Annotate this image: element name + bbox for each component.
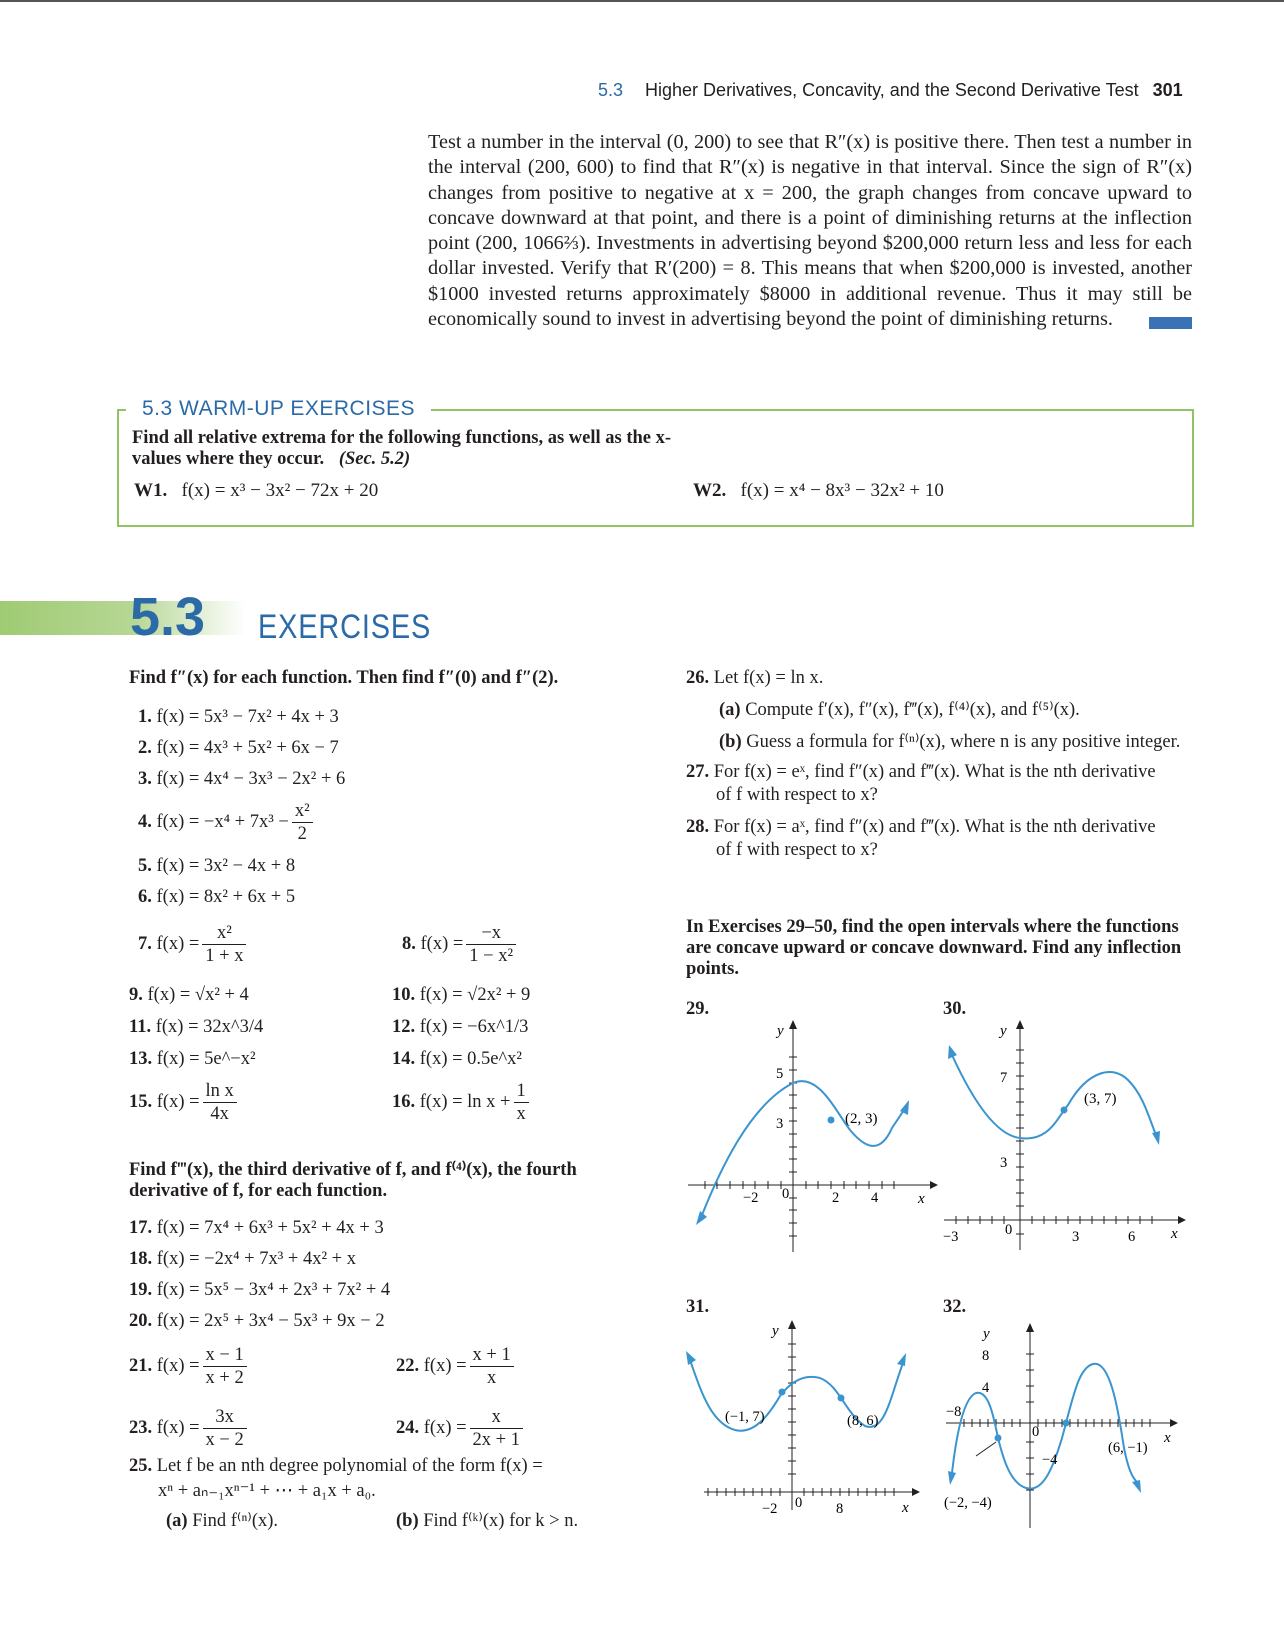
- g29-y-label: y: [777, 1023, 784, 1039]
- exercise-4: 4. f(x) = −x⁴ + 7x³ − $\frac{\text{x²}}{2}$: [138, 800, 316, 845]
- graph-29-label: 29.: [686, 999, 710, 1019]
- exercises-heading-number: 5.3: [130, 587, 206, 647]
- w2-expression: f(x) = x⁴ − 8x³ − 32x² + 10: [740, 480, 944, 501]
- exercise-25b: (b) Find f⁽ᵏ⁾(x) for k > n.: [396, 1511, 579, 1531]
- g31-inflection-point-2: [838, 1395, 845, 1402]
- g32-x-label: x: [1164, 1430, 1171, 1446]
- exercise-25a: (a) Find f⁽ⁿ⁾(x).: [166, 1511, 279, 1531]
- instruction-2: Find f‴(x), the third derivative of f, and f⁽⁴⁾(x), the fourth derivative of f, for each function.: [129, 1160, 577, 1201]
- warmup-w2: [693, 480, 944, 502]
- g30-tick-m3: −3: [943, 1229, 959, 1245]
- exercise-9: 9. f(x) = √x² + 4: [129, 985, 249, 1005]
- w2-label: W2.: [693, 480, 727, 501]
- exercise-21: 21. f(x) = $\frac{x - 1}{x + 2}$: [129, 1344, 250, 1389]
- intro-paragraph: Test a number in the interval (0, 200) to see that R″(x) is positive there. Then test a number in the interval (200, 600) to find that R″(x) is negative in that interval. Since the sign of R″(x) changes from positive to negative at x = 200, the graph changes from concave upward to concave downward at that point, and there is a point of diminishing returns at the inflection point (200, 1066⅔). Investments in advertising beyond $200,000 return less and less for each dollar invested. Verify that R′(200) = 8. This means that when $200,000 is invested, another $1000 invested returns approximately $8000 in additional revenue. Thus it may still be economically sound to invest in advertising beyond the point of diminishing returns.: [428, 131, 1192, 331]
- g30-tick-3: 3: [1000, 1155, 1008, 1171]
- exercise-25-line-2: xⁿ + aₙ₋₁xⁿ⁻¹ + ⋯ + a₁x + a₀.: [158, 1481, 376, 1501]
- instruction-3: In Exercises 29–50, find the open intervals where the functions are concave upward or concave downward. Find any inflection points.: [686, 917, 1182, 979]
- exercise-16: 16. f(x) = ln x + $\frac{1}{x}$: [392, 1080, 532, 1125]
- exercise-26b: (b) Guess a formula for f⁽ⁿ⁾(x), where n is any positive integer.: [719, 732, 1181, 752]
- page-number: 301: [1152, 80, 1183, 100]
- g30-ticks: [956, 1050, 1152, 1234]
- exercises-heading-band: [0, 601, 245, 635]
- exercise-23: 23. f(x) = $\frac{3x}{x - 2}$: [129, 1406, 250, 1451]
- exercise-1: 1. f(x) = 5x³ − 7x² + 4x + 3: [138, 707, 339, 727]
- g32-tick-0: 0: [1032, 1424, 1040, 1440]
- g31-tick-m2: −2: [762, 1501, 778, 1517]
- exercise-26a: (a) Compute f′(x), f″(x), f‴(x), f⁽⁴⁾(x), and f⁽⁵⁾(x).: [719, 700, 1080, 720]
- exercise-22: 22. f(x) = $\frac{x + 1}{x}$: [396, 1344, 517, 1389]
- g29-y-arrow: [789, 1020, 797, 1029]
- g29-tick-5: 5: [776, 1066, 784, 1082]
- exercise-6: 6. f(x) = 8x² + 6x + 5: [138, 887, 296, 907]
- g29-tick-4: 4: [871, 1190, 879, 1206]
- g31-tick-0: 0: [795, 1495, 803, 1511]
- g32-ticks: [964, 1354, 1150, 1490]
- g29-point-label: (2, 3): [845, 1111, 878, 1127]
- exercise-5: 5. f(x) = 3x² − 4x + 8: [138, 856, 296, 876]
- graph-32: [938, 1318, 1194, 1528]
- warmup-section-ref: (Sec. 5.2): [338, 449, 411, 469]
- header-section: 5.3: [598, 80, 624, 100]
- g30-arrow-right: [1152, 1131, 1160, 1145]
- g32-y-arrow: [1026, 1323, 1034, 1332]
- graph-32-label: 32.: [943, 1297, 967, 1317]
- graph-31: [680, 1318, 940, 1518]
- g30-y-label: y: [1000, 1023, 1007, 1039]
- g32-point-label-2: (6, −1): [1108, 1440, 1148, 1456]
- g30-tick-0: 0: [1005, 1222, 1013, 1238]
- g31-y-arrow: [788, 1320, 796, 1329]
- exercise-20: 20. f(x) = 2x⁵ + 3x⁴ − 5x³ + 9x − 2: [129, 1311, 385, 1331]
- g30-inflection-point: [1061, 1107, 1068, 1114]
- g29-x-arrow: [930, 1181, 938, 1189]
- g29-tick-3: 3: [776, 1116, 784, 1132]
- instruction-1: Find f″(x) for each function. Then find f″(0) and f″(2).: [129, 668, 559, 688]
- exercise-7: 7. f(x) = $\frac{\text{x²}}{1 + x}$: [138, 922, 249, 967]
- g31-point-label-1: (−1, 7): [725, 1409, 765, 1425]
- g32-leader-line: [976, 1442, 996, 1456]
- g30-x-label: x: [1171, 1226, 1178, 1242]
- g30-point-label: (3, 7): [1084, 1091, 1117, 1107]
- exercise-13: 13. f(x) = 5e^−x²: [129, 1049, 256, 1069]
- graph-30: [938, 1020, 1194, 1260]
- g32-tick-m8: −8: [946, 1404, 962, 1420]
- g32-arrow-left: [948, 1471, 956, 1485]
- g31-arrow-right: [897, 1353, 906, 1366]
- exercise-24: 24. f(x) = $\frac{x}{2x + 1}$: [396, 1406, 526, 1451]
- g31-tick-8: 8: [836, 1501, 844, 1517]
- exercise-27-line-2: of f with respect to x?: [716, 785, 878, 805]
- warmup-instructions: [132, 428, 692, 470]
- g32-point-label-1: (−2, −4): [944, 1495, 992, 1511]
- g32-tick-m4: −4: [1042, 1452, 1058, 1468]
- g31-x-label: x: [902, 1500, 909, 1516]
- g30-arrow-left: [948, 1045, 957, 1059]
- exercise-2: 2. f(x) = 4x³ + 5x² + 6x − 7: [138, 738, 339, 758]
- g30-tick-6: 6: [1128, 1229, 1136, 1245]
- g32-arrow-right: [1132, 1480, 1141, 1493]
- exercise-11: 11. f(x) = 32x^3/4: [129, 1017, 264, 1037]
- e4-fraction: $\frac{\text{x²}}{2}$: [292, 800, 313, 845]
- exercise-28-line-1: 28. For f(x) = aˣ, find f″(x) and f‴(x). What is the nth derivative: [686, 817, 1156, 837]
- g31-y-label: y: [772, 1323, 779, 1339]
- exercise-18: 18. f(x) = −2x⁴ + 7x³ + 4x² + x: [129, 1249, 356, 1269]
- g30-tick-7: 7: [1000, 1070, 1008, 1086]
- exercise-28-line-2: of f with respect to x?: [716, 840, 878, 860]
- header-title: Higher Derivatives, Concavity, and the Second Derivative Test: [645, 80, 1139, 100]
- g29-inflection-point: [828, 1117, 835, 1124]
- g29-tick-0: 0: [782, 1186, 790, 1202]
- exercise-27-line-1: 27. For f(x) = eˣ, find f″(x) and f‴(x). What is the nth derivative: [686, 762, 1156, 782]
- g32-inflection-point-1: [995, 1435, 1002, 1442]
- exercise-25-line-1: 25. Let f be an nth degree polynomial of the form f(x) =: [129, 1456, 543, 1476]
- g31-arrow-left: [686, 1351, 696, 1365]
- g30-curve: [952, 1055, 1156, 1138]
- warmup-w1: [134, 480, 378, 502]
- g30-y-arrow: [1016, 1020, 1024, 1029]
- warmup-instruction-text: Find all relative extrema for the following functions, as well as the x-values where they occur.: [132, 428, 672, 469]
- graph-31-label: 31.: [686, 1297, 710, 1317]
- w1-expression: f(x) = x³ − 3x² − 72x + 20: [181, 480, 379, 501]
- running-header: [598, 80, 1183, 101]
- graph-30-label: 30.: [943, 999, 967, 1019]
- g32-x-arrow: [1170, 1419, 1178, 1427]
- warmup-title: 5.3 WARM-UP EXERCISES: [126, 397, 431, 421]
- exercise-19: 19. f(x) = 5x⁵ − 3x⁴ + 2x³ + 7x² + 4: [129, 1280, 391, 1300]
- g32-y-label: y: [983, 1326, 990, 1342]
- top-rule: [0, 0, 1284, 2]
- exercise-10: 10. f(x) = √2x² + 9: [392, 985, 531, 1005]
- exercise-17: 17. f(x) = 7x⁴ + 6x³ + 5x² + 4x + 3: [129, 1218, 384, 1238]
- g29-tick-m2: −2: [743, 1190, 759, 1206]
- g32-inflection-point-2: [1063, 1420, 1070, 1427]
- exercise-3: 3. f(x) = 4x⁴ − 3x³ − 2x² + 6: [138, 769, 346, 789]
- exercise-26: 26. Let f(x) = ln x.: [686, 668, 824, 688]
- g32-tick-4: 4: [982, 1380, 990, 1396]
- g29-tick-2: 2: [832, 1190, 840, 1206]
- exercise-8: 8. f(x) = $\frac{-x}{\text{1 − x²}}$: [402, 922, 519, 967]
- g30-x-arrow: [1178, 1216, 1186, 1224]
- exercise-12: 12. f(x) = −6x^1/3: [392, 1017, 529, 1037]
- graph-29: [680, 1020, 940, 1260]
- g30-tick-3x: 3: [1072, 1229, 1080, 1245]
- g29-arrow-left: [696, 1211, 707, 1225]
- exercise-15: 15. f(x) = $\frac{\text{ln x}}{4x}$: [129, 1080, 240, 1125]
- end-of-example-marker: [1149, 317, 1192, 329]
- w1-label: W1.: [134, 480, 168, 501]
- g29-x-label: x: [918, 1191, 925, 1207]
- g31-point-label-2: (8, 6): [847, 1413, 879, 1429]
- g31-x-arrow: [912, 1488, 920, 1496]
- exercise-14: 14. f(x) = 0.5e^x²: [392, 1049, 522, 1069]
- g31-inflection-point-1: [779, 1389, 786, 1396]
- g32-tick-8: 8: [982, 1348, 990, 1364]
- exercises-heading-word: EXERCISES: [258, 608, 432, 646]
